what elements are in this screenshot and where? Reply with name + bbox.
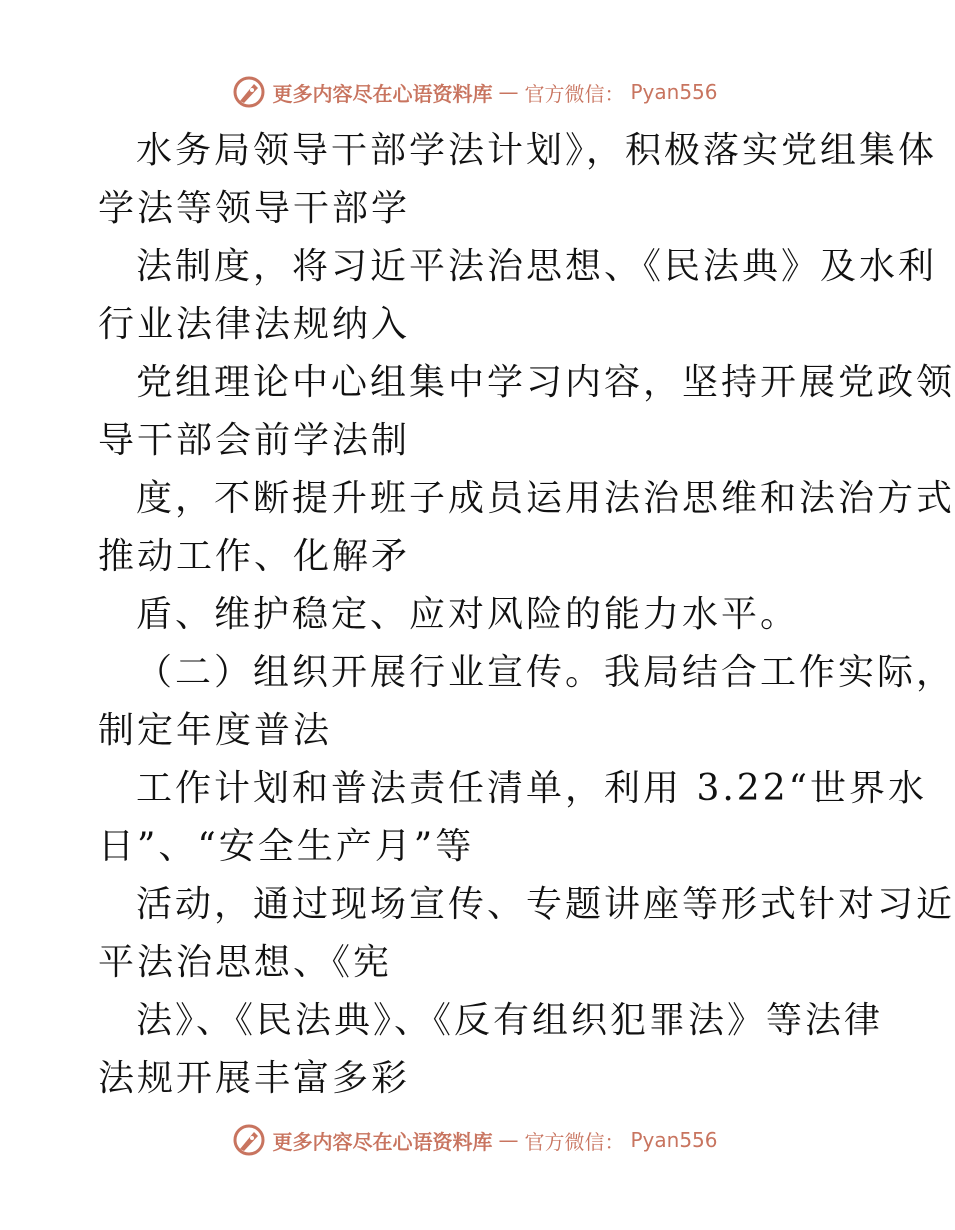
pen-nib-logo-icon	[232, 1123, 266, 1157]
header-banner	[0, 72, 950, 112]
body-line: 导干部会前学法制	[98, 420, 411, 461]
body-line: 日”、“安全生产月”等	[98, 826, 475, 867]
body-line: 学法等领导干部学	[98, 188, 411, 229]
body-line: 盾、维护稳定、应对风险的能力水平。	[136, 594, 800, 635]
body-line: 推动工作、化解矛	[98, 536, 411, 577]
document-body	[98, 122, 955, 1108]
header-wechat-label: 官方微信：	[524, 81, 625, 106]
footer-banner	[0, 1120, 950, 1160]
header-banner-separator: —	[498, 80, 519, 104]
body-line: 平法治思想、《宪	[98, 942, 393, 983]
body-line: 活动，通过现场宣传、专题讲座等形式针对习近	[136, 884, 955, 925]
footer-wechat-label: 官方微信：	[524, 1129, 625, 1154]
body-line: 度，不断提升班子成员运用法治思维和法治方式	[136, 478, 955, 519]
footer-banner-separator: —	[498, 1128, 519, 1152]
body-line: 工作计划和普法责任清单，利用 3.22“世界水	[136, 768, 928, 809]
footer-wechat-id: Pyan556	[630, 1128, 718, 1152]
body-line: 法》、《民法典》、《反有组织犯罪法》等法律	[136, 1000, 884, 1041]
header-banner-text: 更多内容尽在心语资料库	[272, 81, 493, 106]
body-line: 法制度，将习近平法治思想、《民法典》及水利	[136, 246, 938, 287]
body-line: 行业法律法规纳入	[98, 304, 411, 345]
body-line: （二）组织开展行业宣传。我局结合工作实际，	[136, 652, 955, 693]
header-wechat-id: Pyan556	[630, 80, 718, 104]
pen-nib-logo-icon	[232, 75, 266, 109]
body-line: 党组理论中心组集中学习内容，坚持开展党政领	[136, 362, 955, 403]
footer-banner-text: 更多内容尽在心语资料库	[272, 1129, 493, 1154]
body-line: 法规开展丰富多彩	[98, 1058, 411, 1099]
body-line: 水务局领导干部学法计划》，积极落实党组集体	[136, 130, 938, 171]
body-line: 制定年度普法	[98, 710, 333, 751]
